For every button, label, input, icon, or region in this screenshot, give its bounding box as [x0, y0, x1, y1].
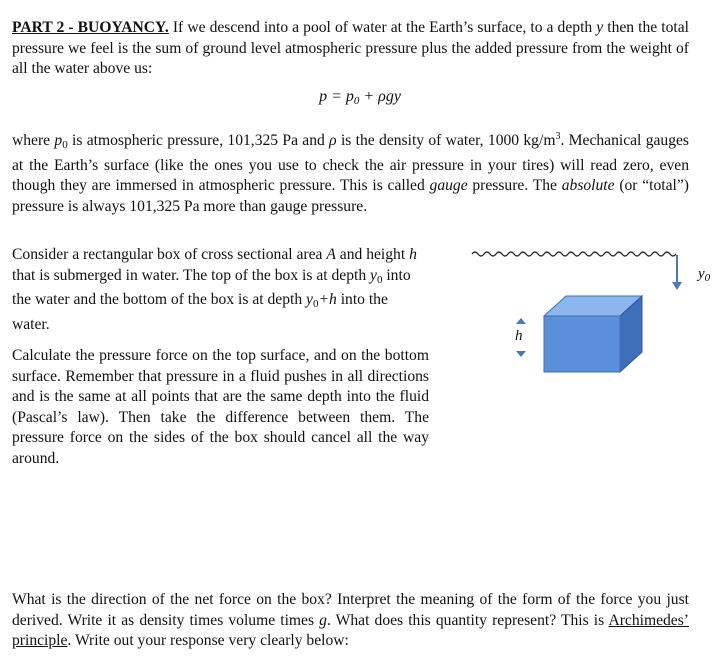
calculate-paragraph: Calculate the pressure force on the top surface, and on the bottom surface. Remember that pressure in a fluid pushes in all directions and is the same at all points that are the same depth into the fluid (Pascal’s law). Then take the difference between them. The pressure force on the sides of the box should cancel all the way around. — [12, 347, 429, 467]
formula-rhs: + ρgy — [359, 88, 401, 105]
water-surface — [472, 252, 676, 256]
var-plus-h: +h — [318, 291, 337, 308]
var-y0b: y — [306, 291, 313, 308]
desc-text-3: is the density of water, 1000 kg/m — [336, 132, 556, 149]
h-label: h — [515, 328, 523, 344]
pressure-formula — [0, 88, 720, 107]
box-front-face — [544, 316, 620, 372]
intro-text-2: then the total pressure we feel is the sum of ground level atmospheric pressure plus the added pressure from the weight of all the water above us: — [12, 19, 690, 77]
question-text-2: . What does this quantity represent? This is — [326, 611, 609, 629]
description-paragraph — [12, 127, 689, 217]
formula-lhs: p = p — [319, 88, 354, 105]
desc-text-5: pressure. The — [467, 177, 562, 194]
desc-text-1: where — [12, 132, 55, 149]
consider-text-2: and height — [335, 246, 410, 263]
var-h: h — [409, 246, 417, 263]
var-rho: ρ — [329, 132, 337, 149]
submerged-box-diagram — [460, 240, 720, 380]
absolute-word: absolute — [561, 177, 615, 194]
gauge-word: gauge — [429, 177, 468, 194]
consider-text-3: that is submerged in water. The top of the box is at depth — [12, 266, 371, 284]
question-paragraph — [12, 590, 689, 652]
var-y: y — [596, 19, 604, 36]
question-text-1: What is the direction of the net force on the box? Interpret the meaning of the form of the force you just derived. Write it as density times volume times — [12, 591, 689, 629]
intro-paragraph — [12, 18, 689, 80]
consider-text-1: Consider a rectangular box of cross sectional area — [12, 246, 327, 263]
desc-text-4: . Mechanical gauges at the Earth’s surface (like the ones you use to check the air pressure in your tires) will read zero, even though they are immersed in atmospheric pressure. This is called — [12, 132, 690, 194]
consider-paragraph — [12, 245, 429, 335]
question-text-3: . Write out your response very clearly below: — [67, 632, 349, 649]
formula-sub: 0 — [353, 95, 360, 107]
y0-label — [698, 266, 710, 284]
var-p: p — [54, 132, 63, 149]
section-heading: PART 2 - BUOYANCY. — [12, 19, 169, 36]
var-y0: y — [370, 266, 377, 284]
intro-text-1: If we descend into a pool of water at the Earth’s surface, to a depth — [168, 19, 597, 36]
cube-superscript: 3 — [555, 131, 561, 142]
desc-text-6: (or “total”) pressure is always 101,325 Pa more than gauge pressure. — [12, 177, 690, 215]
var-g: g — [319, 611, 327, 629]
var-p-sub: 0 — [62, 139, 68, 151]
var-A: A — [326, 246, 336, 263]
consider-text-4: into the water and the bottom of the box is at depth — [12, 266, 411, 308]
consider-text-5: into the water. — [12, 291, 388, 333]
depth-arrow — [672, 255, 682, 290]
y0-label-sub: 0 — [704, 272, 711, 284]
archimedes-principle-link[interactable]: Archimedes’ principle — [12, 611, 689, 649]
submerged-box — [544, 296, 642, 372]
var-y0-sub: 0 — [376, 273, 383, 286]
var-y0b-sub: 0 — [312, 298, 319, 310]
y0-label-letter: y — [698, 266, 705, 282]
desc-text-2: is atmospheric pressure, 101,325 Pa and — [67, 132, 330, 149]
